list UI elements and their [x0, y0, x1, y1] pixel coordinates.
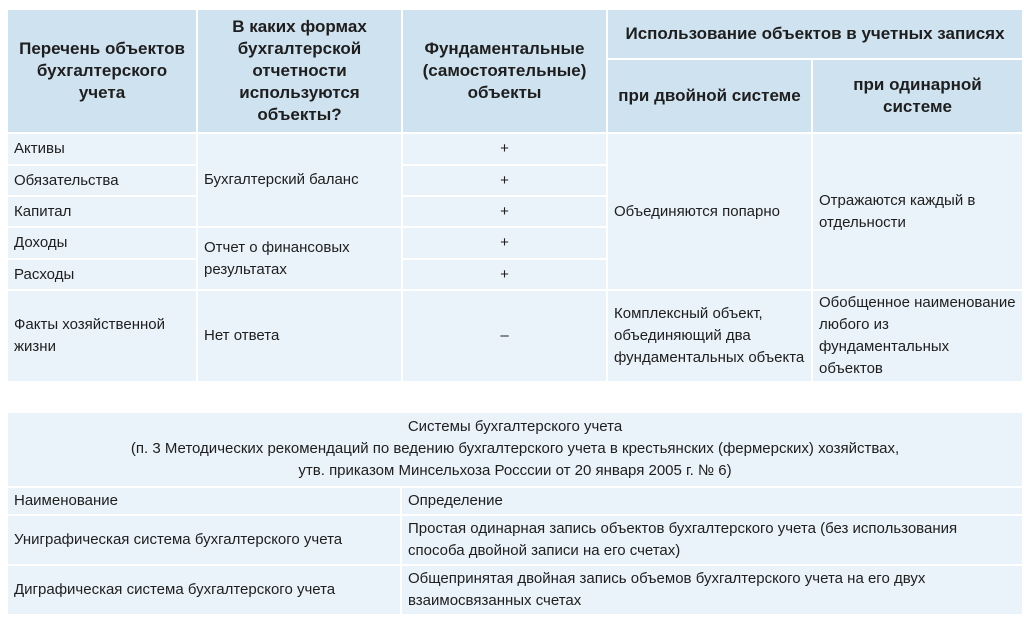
row-label-income: Доходы — [7, 227, 197, 259]
header-objects-list: Перечень объектов бухгалтерского учета — [7, 9, 197, 133]
fundamental-mark: + — [402, 227, 607, 259]
row-label-business-facts: Факты хозяйственной жизни — [7, 290, 197, 382]
form-financial-results: Отчет о финансовых результатах — [197, 227, 402, 290]
header-report-forms: В каких формах бухгалтерской отчетности используются объекты? — [197, 9, 402, 133]
caption-title: Системы бухгалтерского учета — [407, 418, 623, 435]
accounting-systems-table — [6, 411, 1024, 616]
row-label-capital: Капитал — [7, 196, 197, 227]
header-name: Наименование — [7, 487, 401, 515]
header-double-system: при двойной системе — [607, 59, 812, 133]
systems-caption — [7, 412, 1023, 487]
fundamental-mark: + — [402, 259, 607, 290]
single-system-separate: Отражаются каждый в отдельности — [812, 133, 1023, 290]
header-single-system: при одинарной системе — [812, 59, 1023, 133]
system-definition: Простая одинарная запись объектов бухгалтерского учета (без использования способа двойной записи на его счетах) — [401, 515, 1023, 565]
row-label-liabilities: Обязательства — [7, 165, 197, 196]
row-label-expenses: Расходы — [7, 259, 197, 290]
row-label-assets: Активы — [7, 133, 197, 165]
system-name: Диграфическая система бухгалтерского учета — [7, 565, 401, 615]
system-name: Униграфическая система бухгалтерского учета — [7, 515, 401, 565]
caption-source: (п. 3 Методических рекомендаций по ведению бухгалтерского учета в крестьянских (фермерских) хозяйствах, — [130, 440, 900, 457]
fundamental-mark: – — [402, 290, 607, 382]
caption-approval: утв. приказом Минсельхоза Росссии от 20 января 2005 г. № 6) — [298, 462, 732, 479]
single-system-generalized: Обобщенное наименование любого из фундаментальных объектов — [812, 290, 1023, 382]
system-definition: Общепринятая двойная запись объемов бухгалтерского учета на его двух взаимосвязанных счетах — [401, 565, 1023, 615]
header-usage-in-records: Использование объектов в учетных записях — [607, 9, 1023, 59]
double-system-paired: Объединяются попарно — [607, 133, 812, 290]
form-balance-sheet: Бухгалтерский баланс — [197, 133, 402, 227]
form-no-answer: Нет ответа — [197, 290, 402, 382]
double-system-complex: Комплексный объект, объединяющий два фундаментальных объекта — [607, 290, 812, 382]
fundamental-mark: + — [402, 165, 607, 196]
fundamental-mark: + — [402, 133, 607, 165]
header-fundamental-objects: Фундаментальные (самостоятельные) объекты — [402, 9, 607, 133]
fundamental-mark: + — [402, 196, 607, 227]
header-definition: Определение — [401, 487, 1023, 515]
accounting-objects-table — [6, 8, 1024, 383]
